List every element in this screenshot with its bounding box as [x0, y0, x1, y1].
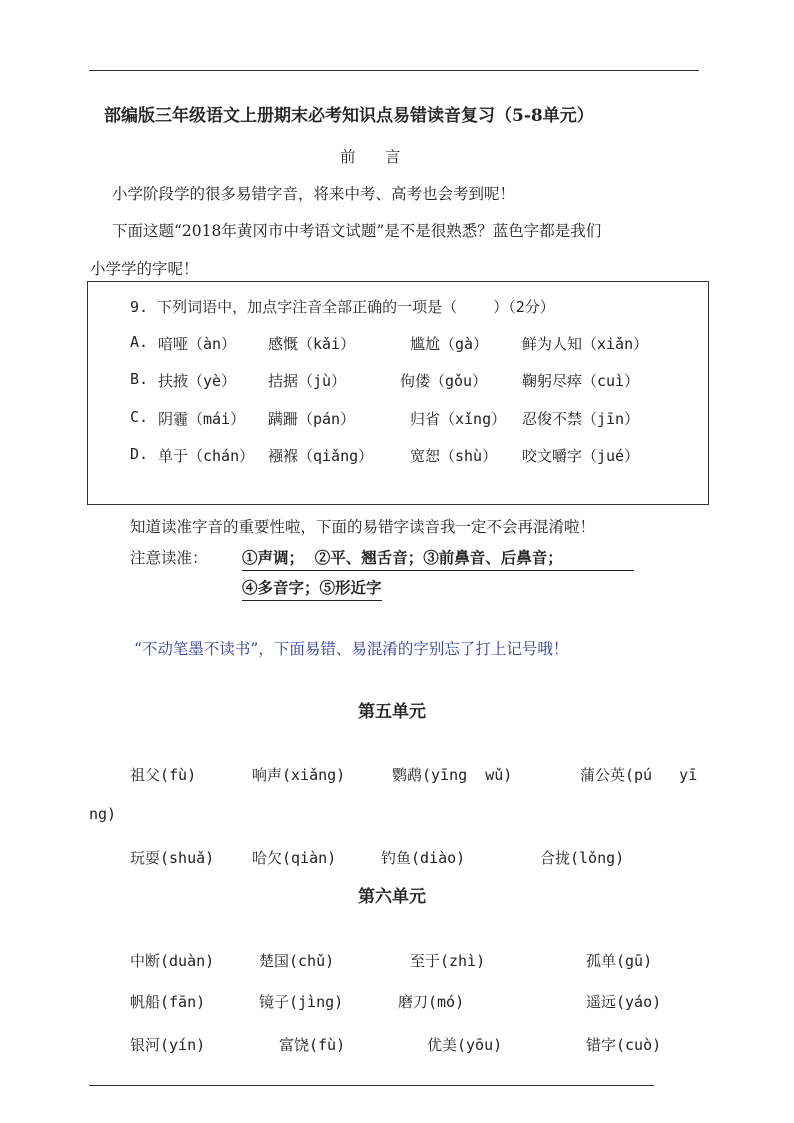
unit6-heading: 第六单元	[358, 887, 426, 907]
option-word: 忍俊不禁（jīn）	[522, 410, 640, 428]
option-word: 单于（chán）	[158, 447, 255, 465]
vocab-item: 帆船(fān)	[130, 993, 206, 1011]
option-word: 襁褓（qiǎng）	[268, 447, 374, 465]
reminder-text: “不动笔墨不读书”，下面易错、易混淆的字别忘了打上记号哦！	[134, 640, 569, 658]
option-word: 蹒跚（pán）	[268, 410, 356, 428]
unit5-heading: 第五单元	[358, 702, 426, 722]
vocab-item: 富饶(fù)	[279, 1036, 346, 1054]
notes-points-1: ①声调； ②平、翘舌音；③前鼻音、后鼻音；	[242, 546, 634, 571]
vocab-item: 至于(zhì)	[410, 952, 486, 970]
vocab-item: 镜子(jìng)	[259, 993, 344, 1011]
header-rule	[89, 70, 699, 71]
vocab-item: 孤单(gū)	[586, 952, 653, 970]
intro-line-1: 小学阶段学的很多易错字音，将来中考、高考也会考到呢！	[112, 185, 516, 203]
option-word: 拮据（jù）	[268, 372, 347, 390]
page-title: 部编版三年级语文上册期末必考知识点易错读音复习（5-8单元）	[104, 106, 594, 126]
vocab-item: 玩耍(shuǎ)	[130, 849, 215, 867]
footer-rule	[89, 1085, 654, 1086]
option-word: 鞠躬尽瘁（cuì）	[522, 372, 640, 390]
option-word: 鲜为人知（xiǎn）	[522, 335, 649, 353]
option-word: 喑哑（àn）	[158, 335, 237, 353]
vocab-item: 祖父(fù)	[130, 766, 197, 784]
option-word: 尴尬（gà）	[410, 335, 489, 353]
vocab-item: 楚国(chǔ)	[259, 952, 335, 970]
option-word: 归省（xǐng）	[410, 410, 507, 428]
option-label: C.	[130, 408, 149, 426]
vocab-item: 鹦鹉(yīng wǔ)	[392, 766, 513, 784]
option-label: D.	[130, 445, 149, 463]
option-label: A.	[130, 333, 149, 351]
question-stem: 9. 下列词语中，加点字注音全部正确的一项是（ ）（2分）	[130, 298, 555, 316]
vocab-item: 遥远(yáo)	[586, 993, 662, 1011]
intro-line-3: 小学学的字呢！	[90, 260, 199, 278]
option-word: 宽恕（shù）	[410, 447, 498, 465]
vocab-item-wrap: ng)	[89, 805, 117, 823]
option-word: 感慨（kǎi）	[268, 335, 356, 353]
preface-heading: 前 言	[340, 148, 401, 166]
option-word: 扶掖（yè）	[158, 372, 237, 390]
vocab-item: 哈欠(qiàn)	[252, 849, 337, 867]
vocab-item: 合拢(lǒng)	[540, 849, 625, 867]
vocab-item: 响声(xiǎng)	[252, 766, 346, 784]
vocab-item: 中断(duàn)	[130, 952, 215, 970]
option-label: B.	[130, 370, 149, 388]
option-word: 咬文嚼字（jué）	[522, 447, 640, 465]
intro-line-2: 下面这题“2018年黄冈市中考语文试题”是不是很熟悉？蓝色字都是我们	[112, 222, 602, 240]
vocab-item: 银河(yín)	[130, 1036, 206, 1054]
vocab-item: 蒲公英(pú yī	[580, 766, 698, 784]
vocab-item: 磨刀(mó)	[398, 993, 465, 1011]
option-word: 佝偻（gǒu）	[400, 372, 488, 390]
option-word: 阴霾（mái）	[158, 410, 246, 428]
vocab-item: 错字(cuò)	[586, 1036, 662, 1054]
notes-label: 注意读准：	[130, 549, 208, 567]
notes-points-2: ④多音字；⑤形近字	[242, 576, 382, 601]
notes-line: 知道读准字音的重要性啦，下面的易错字读音我一定不会再混淆啦！	[130, 518, 596, 536]
vocab-item: 钓鱼(diào)	[381, 849, 466, 867]
vocab-item: 优美(yōu)	[427, 1036, 503, 1054]
